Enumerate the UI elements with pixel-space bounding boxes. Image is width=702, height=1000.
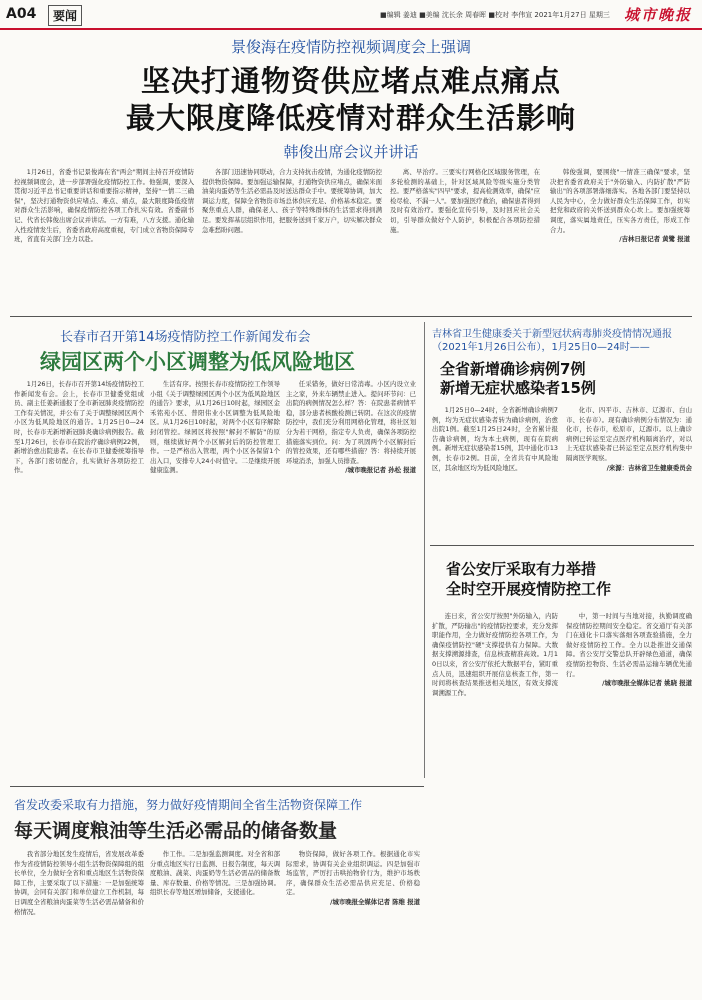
lead-title-line1: 坚决打通物资供应堵点难点痛点	[140, 64, 561, 98]
lead-column-1: 1月26日，省委书记景俊海在省"两会"期间主持召开疫情防控视频调度会，进一步部署强化疫情防控工作。他强调，要深入贯彻习近平总书记重要讲话和重要指示精神，坚持"一情二三确保"，坚决打通物资供应堵点、难点、痛点，最大限度降低疫情对群众生活影响，确保疫情防控各项工作扎实有效。省委副书记、代省长韩俊出席会议并讲话。一方有难，八方支援。通化输入性疫情发生后，省委省政府高度重视，专门成立省物资保障专班，省直有关部门全力以赴。	[14, 168, 194, 244]
side2-column-1: 连日来，省公安厅按照"外防输入，内防扩散，严防输出"的疫情防控要求，充分发挥职能作用，全力做好疫情防控各项工作，为确保疫情防控"硬"支撑提供有力保障。大数据支撑溯源排查，信息核查精准高效。1月10日以来，省公安厅依托大数据平台，紧盯重点人员，迅速组织开展信息核查工作，第一时间将核查结果推送相关地区，有效支撑流调溯源工作。	[432, 612, 558, 697]
page-header	[0, 0, 702, 30]
page-number: A04	[6, 6, 37, 22]
side2-title-line2: 全时空开展疫情防控工作	[446, 580, 612, 598]
divider	[10, 316, 692, 317]
side1-title-line2: 新增无症状感染者15例	[440, 379, 596, 397]
story3-kicker: 省发改委采取有力措施，努力做好疫情期间全省生活物资保障工作	[14, 798, 363, 812]
side2-credit: /城市晚报全媒体记者 姚晓 报道	[602, 679, 692, 688]
side2-title-line1: 省公安厅采取有力举措	[446, 560, 597, 578]
lead-credit: /吉林日报记者 黄鹭 报道	[619, 235, 690, 244]
story3-column-2: 作工作。二是加强监测调度。对全省和部分重点地区实行日监测、日报告制度，每天调度粮油、蔬菜、肉蛋奶等生活必需品的储备数量、库存数量、价格等情况。三是加强协调。组织长春等地区增加储备，支援通化。	[150, 850, 280, 897]
column-divider	[424, 322, 425, 778]
story2-column-2: 生活有序。按照长春市疫情防控工作领导小组《关于调整绿园区两个小区为低风险地区的通告》要求，从1月26日10时起，绿园区金禾铭苑小区、普阳伟业小区调整为低风险地区。从1月26日10时起，对两个小区有序解除封闭管控。绿园区将按照"解封不解防"的原则，继续做好两个小区解封后的防控管理工作。一是严格出入管理，两个小区各保留1个出入口，安排专人24小时值守。二是继续开展健康监测。	[150, 380, 280, 475]
lead-kicker: 景俊海在疫情防控视频调度会上强调	[230, 38, 471, 56]
lead-headline-block	[0, 36, 702, 162]
story3-column-1: 我省部分地区发生疫情后，省发展改革委作为省疫情防控领导小组生活物资保障组的组长单位，全力做好全省和重点地区生活物资保障工作，主要采取了以下措施：一是加强统筹协调，会同有关部门和单位建立工作机制，每日调度全省粮油肉蛋菜等生活必需品储备和价格情况。	[14, 850, 144, 916]
story2-kicker: 长春市召开第14场疫情防控工作新闻发布会	[60, 330, 311, 345]
lead-title-line2: 最大限度降低疫情对群众生活影响	[125, 101, 576, 135]
editor-line: ■编辑 姜迪 ■美编 沈长余 周春晖 ■校对 李伟宣 2021年1月27日 星期三	[380, 11, 610, 19]
story3-credit: /城市晚报全媒体记者 陈维 报道	[330, 897, 420, 906]
side1-title-line1: 全省新增确诊病例7例	[440, 360, 586, 378]
story2-column-3: 任采错务，做好日常消毒。小区内设立业主之家，外来车辆禁止进入。提问环节问：已出院的病例情况怎么样？答：在院患者病情平稳，部分患者核酸检测已转阴。在这次的疫情防控中，我们充分利用网格化管理，将社区划分为若干网格，指定专人负责，确保各项防控措施落实到位。问：为了巩固两个小区解封后的管控效果，还有哪些措施？答：将持续开展环境消杀，加强人员排查。 /城市晚报记者 孙松 报道	[286, 380, 416, 475]
divider	[430, 545, 694, 546]
side1-column-2: 化市、四平市、吉林市、辽源市、白山市、长春市）。现有确诊病例分布情况为：通化市，长春市，松原市，辽源市。以上确诊病例已转运至定点医疗机构隔离治疗，对以上无症状感染者已转运至定点医疗机构集中隔离医学观察。 /来源：吉林省卫生健康委员会	[566, 406, 692, 472]
story2-title: 绿园区两个小区调整为低风险地区	[40, 349, 355, 374]
side1-kicker: 吉林省卫生健康委关于新型冠状病毒肺炎疫情情况通报（2021年1月26日公布），1月25日0—24时——	[432, 329, 672, 353]
story3-column-3: 物资保障，做好各项工作。根据通化市实际需求，协调有关企业组织调运。四是加强市场监管，严厉打击哄抬物价行为，维护市场秩序，确保群众生活必需品供应充足、价格稳定。 /城市晚报全媒体记者 陈维 报道	[286, 850, 420, 906]
brand-logo: 城市晚报	[623, 6, 692, 24]
divider	[10, 786, 424, 787]
lead-column-2: 各部门迅速协同联动，合力支持抗击疫情，为通化疫情防控提供物资保障。要加强运输保障，打通物资供应堵点，确保米面油菜肉蛋奶等生活必需品及时送达群众手中。要统筹协调，加大调运力度，保障全省物资市场总体供应充足、价格基本稳定。要聚焦重点人群，确保老人、孩子等特殊群体的生活需求得到满足。要发挥基层组织作用，把服务送到千家万户，切实解决群众急难愁盼问题。	[202, 168, 382, 234]
lead-column-3: 离、早治疗。三要实行网格化区域服务管理，在多轮检测的基础上，针对区域风险等级实施分类管控。要严格落实"四早"要求，提高检测效率，确保"应检尽检、不漏一人"。要加强医疗救治，确保患者得到及时有效治疗。要强化宣传引导，及时回应社会关切，引导群众做好个人防护，积极配合各项防控措施。	[390, 168, 540, 234]
side1-column-1: 1月25日0—24时，全省新增确诊病例7例，均为无症状感染者转为确诊病例，治愈出院1例。截至1月25日24时，全省累计报告确诊病例，均为本土病例，现有在院病例。新增无症状感染者15例，其中通化市13例，长春市2例。目前，全省共有中风险地区，其余地区均为低风险地区。	[432, 406, 558, 472]
section-tag: 要闻	[48, 5, 82, 26]
lead-subtitle: 韩俊出席会议并讲话	[283, 143, 419, 161]
side1-credit: /来源：吉林省卫生健康委员会	[606, 463, 692, 472]
story3-title: 每天调度粮油等生活必需品的储备数量	[14, 820, 338, 842]
story2-column-1: 1月26日，长春市召开第14场疫情防控工作新闻发布会。会上，长春市卫健委党组成员、副主任姜新通报了全市新冠肺炎疫情防控工作有关情况，并公布了关于调整绿园区两个小区为低风险地区的通告。1月25日0—24时，长春市无新增新冠肺炎确诊病例报告。截至1月26日，长春市在院治疗确诊病例22例，新增治愈出院患者。在长春市卫健委统筹指导下，各部门密切配合，扎实做好各项防控工作。	[14, 380, 144, 475]
side2-column-2: 中，第一时间与当地对接，执勤调度确保疫情防控期间安全稳定。省交通厅有关部门在通化卡口落实落细各项查验措施，全力做好疫情防控工作。全力以赴推进交通保障。省公安厅交警总队开辟绿色通道，确保疫情防控物资、生活必需品运输车辆优先通行。 /城市晚报全媒体记者 姚晓 报道	[566, 612, 692, 688]
lead-column-4: 韩俊强调，要围绕"一情准三确保"要求，坚决把省委省政府关于"外防输入、内防扩散"严防输出"的各项部署落细落实。各地各部门要坚持以人民为中心，全力做好群众生活保障工作，切实把党和政府的关怀送到群众心坎上。要加强统筹调度，落实属地责任，压实各方责任，形成工作合力。 /吉林日报记者 黄鹭 报道	[550, 168, 690, 244]
story2-credit: /城市晚报记者 孙松 报道	[345, 466, 416, 475]
